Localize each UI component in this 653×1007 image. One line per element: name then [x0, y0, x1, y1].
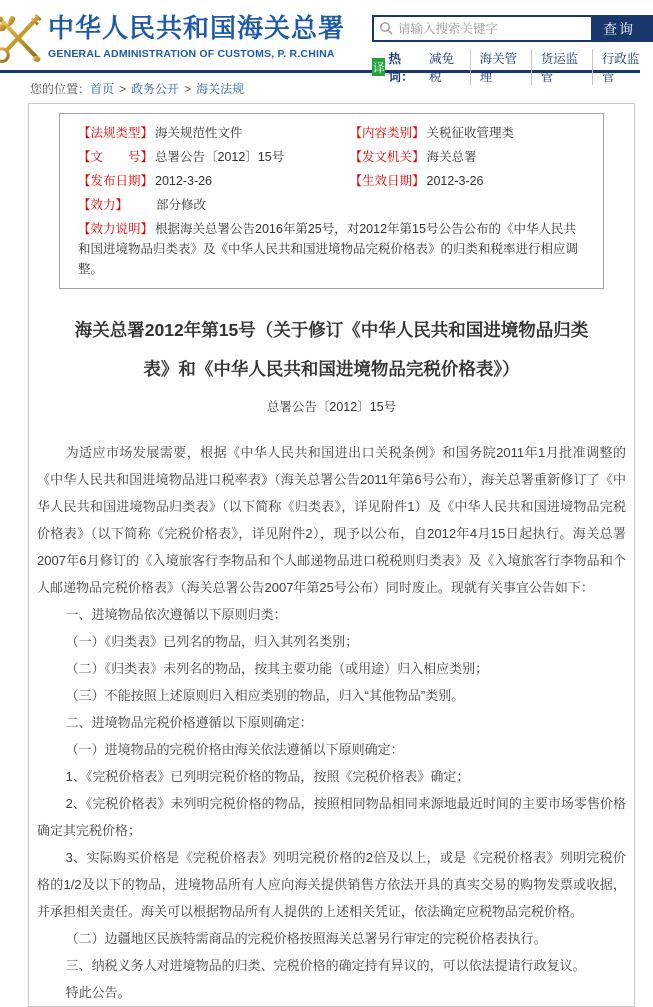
meta-field-value: 部分修改: [156, 198, 207, 212]
meta-field-validity: [60, 193, 603, 217]
document-paragraph: 一、进境物品依次遵循以下原则归类：: [65, 606, 287, 622]
site-title: 中华人民共和国海关总署: [48, 13, 346, 43]
document-subtitle: 总署公告〔2012〕15号: [266, 399, 397, 414]
breadcrumb-item-regulations[interactable]: 海关法规: [196, 82, 245, 96]
search-area: [372, 15, 653, 85]
search-bar: [372, 15, 653, 42]
meta-field-label: 【发布日期】: [78, 174, 154, 188]
meta-field-effective-date: [332, 169, 604, 193]
document-paragraph: 特此公告。: [65, 985, 131, 1001]
meta-field-regulation-type: [60, 121, 332, 145]
meta-field-value: 海关总署: [426, 150, 477, 164]
document-paragraph: 2、《完税价格表》未列明完税价格的物品，按照相同物品相同来源地最近时间的主要市场零售价格确定其完税价格；: [37, 796, 626, 839]
meta-field-label: 【法规类型】: [78, 126, 154, 140]
document-paragraph: 3、实际购买价格是《完税价格表》列明完税价格的2倍及以上，或是《完税价格表》列明完税价格的1/2及以下的物品，进境物品所有人应向海关提供销售方依法开具的真实交易的购物发票或收据，并承担相关责任。海关可以根据物品所有人提供的上述相关凭证，依法确定应税物品完税价格。: [37, 850, 626, 920]
document-paragraph: （一）《归类表》已列名的物品，归入其列名类别；: [65, 633, 359, 649]
breadcrumb-separator: >: [184, 82, 192, 96]
hotwords-label: 热词：: [388, 52, 414, 84]
meta-field-value: 2012-3-26: [155, 174, 213, 188]
search-button[interactable]: 查询: [593, 15, 653, 42]
meta-field-value: 海关规范性文件: [155, 126, 243, 140]
document-title: 海关总署2012年第15号（关于修订《中华人民共和国进境物品归类表》和《中华人民共和国进境物品完税价格表》）: [74, 320, 589, 380]
hotwords-row: [372, 49, 653, 85]
meta-field-label: 【发文机关】: [349, 150, 425, 164]
document-paragraph: 1、《完税价格表》已列明完税价格的物品，按照《完税价格表》确定；: [65, 769, 470, 785]
content-panel: [28, 103, 635, 1007]
meta-field-label: 【效力】: [78, 198, 129, 212]
site-title-block: [48, 13, 345, 60]
meta-field-label: 【文 号】: [78, 150, 154, 164]
document-paragraph: （二）边疆地区民族特需商品的完税价格按照海关总署另行审定的完税价格表执行。: [65, 931, 547, 947]
hotword-link[interactable]: 减免税: [429, 52, 455, 84]
breadcrumb-label: 您的位置：: [30, 82, 91, 96]
meta-field-publish-date: [60, 169, 332, 193]
search-icon: [379, 21, 394, 36]
document-paragraph: （三）不能按照上述原则归入相应类别的物品，归入“其他物品”类别。: [65, 688, 465, 704]
search-box: [372, 15, 593, 42]
breadcrumb-separator: >: [119, 82, 127, 96]
meta-field-label: 【内容类别】: [349, 126, 425, 140]
meta-field-value: 关税征收管理类: [426, 126, 515, 140]
hotword-link[interactable]: 海关管理: [470, 49, 531, 85]
meta-field-document-number: [60, 145, 332, 169]
meta-info-box: [59, 113, 604, 289]
site-header: [0, 0, 640, 84]
document-paragraph: （一）进境物品的完税价格由海关依法遵循以下原则确定：: [65, 742, 404, 758]
site-logo[interactable]: [0, 10, 46, 66]
meta-field-value: 2012-3-26: [426, 174, 484, 188]
hotword-link[interactable]: 行政监管: [592, 49, 653, 85]
meta-field-validity-note: [60, 217, 603, 281]
meta-field-value: 总署公告〔2012〕15号: [155, 150, 285, 164]
search-input[interactable]: [374, 17, 591, 40]
breadcrumb-item-home[interactable]: 首页: [90, 82, 115, 96]
breadcrumb-item-disclosure[interactable]: 政务公开: [131, 82, 180, 96]
site-subtitle-en: GENERAL ADMINISTRATION OF CUSTOMS, P. R.CHINA: [48, 48, 335, 61]
document-paragraph: 为适应市场发展需要，根据《中华人民共和国进出口关税条例》和国务院2011年1月批准调整的《中华人民共和国进境物品进口税率表》（海关总署公告2011年第6号公布），海关总署重新修订了《中华人民共和国进境物品归类表》（以下简称《归类表》，详见附件1）及《中华人民共和国进境物品完税价格表》（以下简称《完税价格表》，详见附件2），现予以公布，自2012年4月15日起执行。海关总署2007年6月修订的《入境旅客行李物品和个人邮递物品进口税税则归类表》及《入境旅客行李物品和个人邮递物品完税价格表》（海关总署公告2007年第25号公布）同时废止。现就有关事宜公告如下：: [37, 444, 626, 595]
hotword-link[interactable]: 货运监管: [531, 49, 592, 85]
meta-field-value: 根据海关总署公告2016年第25号，对2012年第15号公告公布的《中华人民共和国进境物品归类表》及《中华人民共和国进境物品完税价格表》的归类和税率进行相应调整。: [78, 222, 579, 276]
meta-field-issuing-agency: [332, 145, 604, 169]
meta-field-content-category: [332, 121, 604, 145]
customs-emblem-icon: [0, 53, 46, 70]
document-body: [37, 439, 626, 1007]
meta-field-label: 【生效日期】: [349, 174, 425, 188]
translate-badge[interactable]: 译: [372, 58, 385, 76]
document-paragraph: （二）《归类表》未列名的物品，按其主要功能（或用途）归入相应类别；: [65, 661, 489, 676]
document-paragraph: 三、纳税义务人对进境物品的归类、完税价格的确定持有异议的，可以依法提请行政复议。: [65, 958, 586, 974]
meta-field-label: 【效力说明】: [78, 222, 154, 236]
document-paragraph: 二、进境物品完税价格遵循以下原则确定：: [65, 715, 313, 731]
